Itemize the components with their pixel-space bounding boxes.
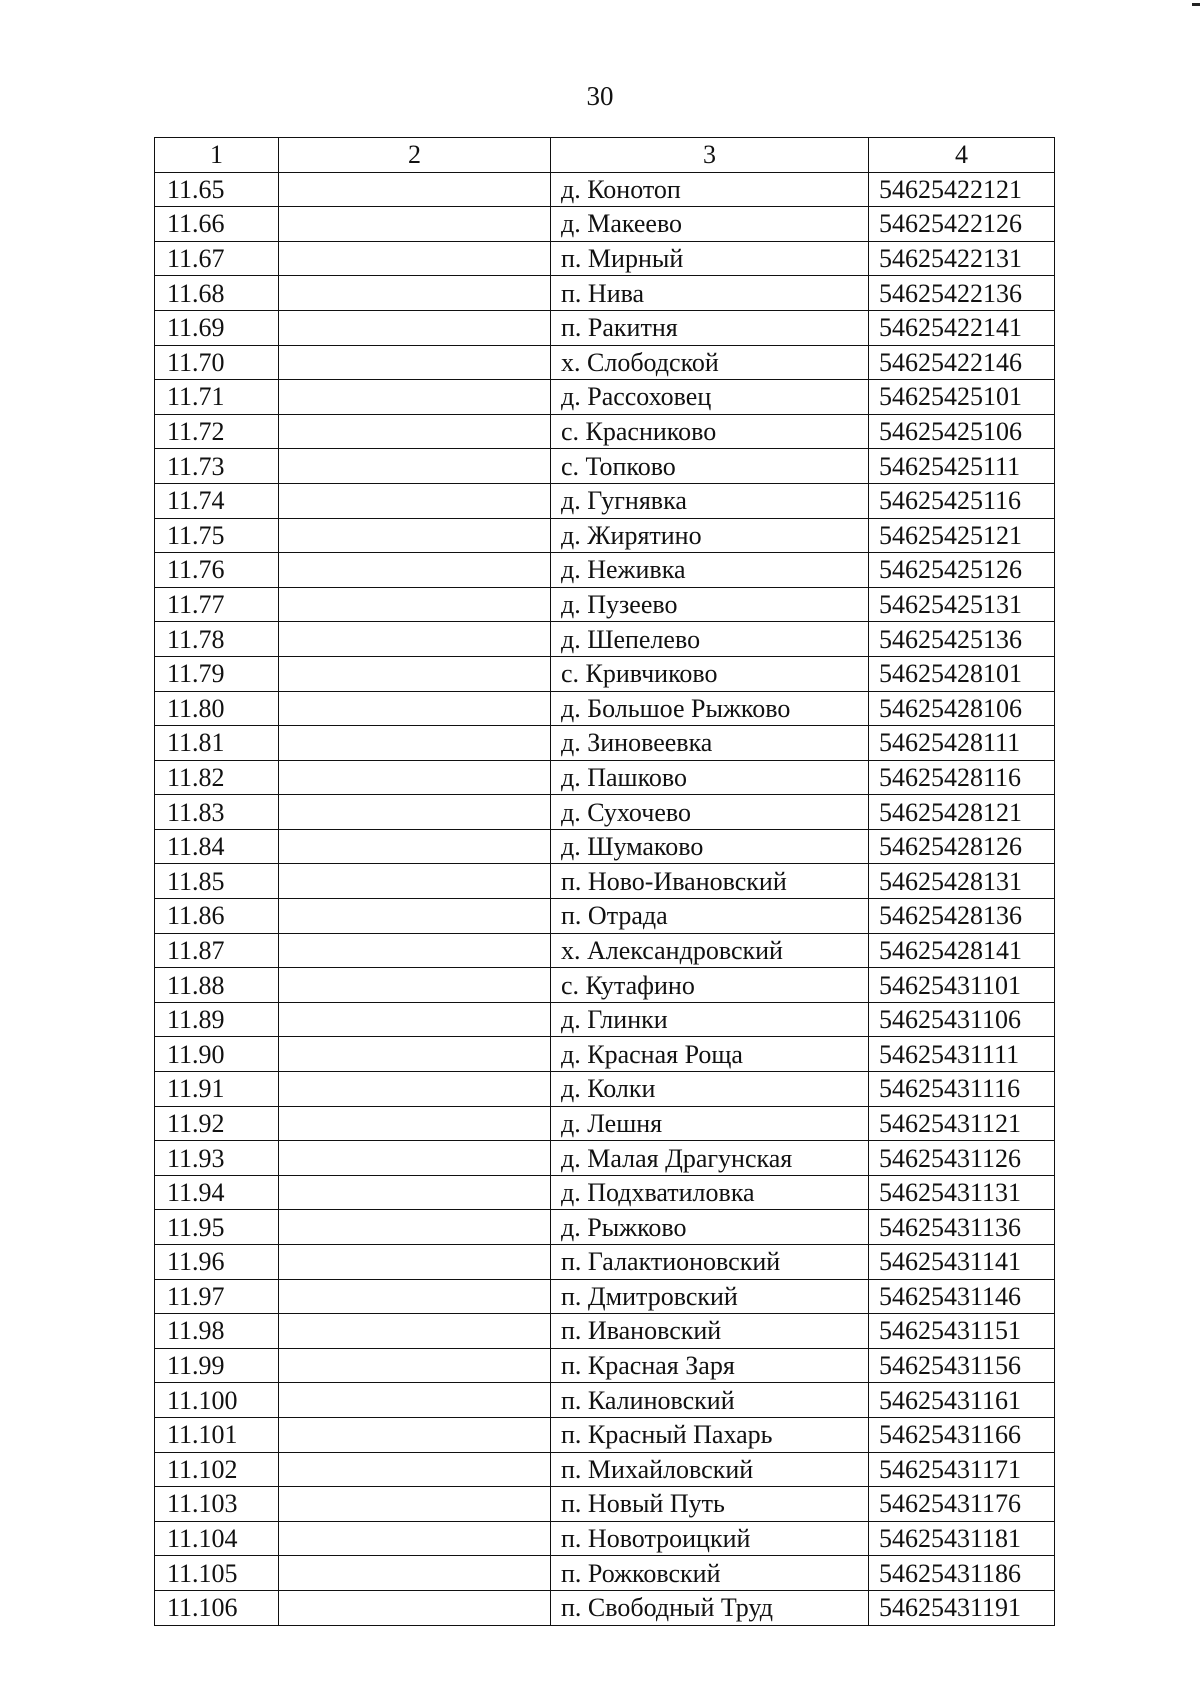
empty-cell [279, 553, 551, 588]
settlement-name-cell: д. Красная Роща [551, 1037, 869, 1072]
row-number-cell: 11.71 [155, 380, 279, 415]
okato-code-cell: 54625431191 [869, 1590, 1055, 1625]
column-header: 3 [551, 138, 869, 173]
settlement-name-cell: д. Подхватиловка [551, 1175, 869, 1210]
settlement-name-cell: д. Неживка [551, 553, 869, 588]
table-row [155, 587, 1055, 622]
empty-cell [279, 207, 551, 242]
row-number-cell: 11.84 [155, 829, 279, 864]
empty-cell [279, 1106, 551, 1141]
table-row [155, 1141, 1055, 1176]
okato-code-cell: 54625425131 [869, 587, 1055, 622]
empty-cell [279, 622, 551, 657]
table-row [155, 1175, 1055, 1210]
okato-code-cell: 54625431146 [869, 1279, 1055, 1314]
row-number-cell: 11.74 [155, 483, 279, 518]
table-row [155, 207, 1055, 242]
okato-code-cell: 54625431141 [869, 1245, 1055, 1280]
row-number-cell: 11.81 [155, 726, 279, 761]
row-number-cell: 11.97 [155, 1279, 279, 1314]
empty-cell [279, 1417, 551, 1452]
okato-code-cell: 54625431161 [869, 1383, 1055, 1418]
okato-code-cell: 54625428116 [869, 760, 1055, 795]
okato-code-cell: 54625431156 [869, 1348, 1055, 1383]
settlement-name-cell: д. Рыжково [551, 1210, 869, 1245]
okato-code-cell: 54625431186 [869, 1556, 1055, 1591]
table-row [155, 483, 1055, 518]
settlement-name-cell: х. Слободской [551, 345, 869, 380]
table-row [155, 1002, 1055, 1037]
okato-code-cell: 54625428141 [869, 933, 1055, 968]
okato-code-cell: 54625425121 [869, 518, 1055, 553]
row-number-cell: 11.92 [155, 1106, 279, 1141]
okato-code-cell: 54625431136 [869, 1210, 1055, 1245]
table-row [155, 1279, 1055, 1314]
empty-cell [279, 1141, 551, 1176]
settlement-name-cell: д. Большое Рыжково [551, 691, 869, 726]
settlement-name-cell: с. Красниково [551, 414, 869, 449]
row-number-cell: 11.105 [155, 1556, 279, 1591]
empty-cell [279, 1072, 551, 1107]
row-number-cell: 11.89 [155, 1002, 279, 1037]
empty-cell [279, 276, 551, 311]
row-number-cell: 11.85 [155, 864, 279, 899]
settlement-name-cell: п. Михайловский [551, 1452, 869, 1487]
okato-code-cell: 54625422126 [869, 207, 1055, 242]
empty-cell [279, 864, 551, 899]
table-row [155, 449, 1055, 484]
row-number-cell: 11.99 [155, 1348, 279, 1383]
table-row [155, 760, 1055, 795]
row-number-cell: 11.103 [155, 1487, 279, 1522]
settlement-name-cell: с. Кривчиково [551, 656, 869, 691]
settlement-name-cell: д. Сухочево [551, 795, 869, 830]
okato-code-cell: 54625431181 [869, 1521, 1055, 1556]
empty-cell [279, 1175, 551, 1210]
okato-code-cell: 54625428131 [869, 864, 1055, 899]
empty-cell [279, 449, 551, 484]
okato-code-cell: 54625428106 [869, 691, 1055, 726]
settlement-name-cell: п. Ракитня [551, 310, 869, 345]
okato-code-cell: 54625425126 [869, 553, 1055, 588]
table-row [155, 1417, 1055, 1452]
empty-cell [279, 1002, 551, 1037]
empty-cell [279, 518, 551, 553]
table-row [155, 310, 1055, 345]
okato-code-cell: 54625428136 [869, 899, 1055, 934]
okato-code-cell: 54625425101 [869, 380, 1055, 415]
empty-cell [279, 691, 551, 726]
edge-mark [1192, 3, 1200, 6]
row-number-cell: 11.78 [155, 622, 279, 657]
settlement-name-cell: д. Шепелево [551, 622, 869, 657]
table-row [155, 1521, 1055, 1556]
settlement-name-cell: с. Кутафино [551, 968, 869, 1003]
okato-code-cell: 54625431166 [869, 1417, 1055, 1452]
settlement-name-cell: п. Новый Путь [551, 1487, 869, 1522]
okato-code-cell: 54625425136 [869, 622, 1055, 657]
row-number-cell: 11.94 [155, 1175, 279, 1210]
empty-cell [279, 587, 551, 622]
table-row [155, 1487, 1055, 1522]
settlement-name-cell: п. Новотроицкий [551, 1521, 869, 1556]
settlement-name-cell: п. Ново-Ивановский [551, 864, 869, 899]
okato-code-cell: 54625431171 [869, 1452, 1055, 1487]
settlement-name-cell: п. Красная Заря [551, 1348, 869, 1383]
okato-code-cell: 54625422141 [869, 310, 1055, 345]
table-row [155, 829, 1055, 864]
table-row [155, 726, 1055, 761]
table-row [155, 1210, 1055, 1245]
table-row [155, 1072, 1055, 1107]
row-number-cell: 11.90 [155, 1037, 279, 1072]
row-number-cell: 11.65 [155, 172, 279, 207]
table-row [155, 1106, 1055, 1141]
settlements-table [154, 137, 1055, 1626]
table-row [155, 345, 1055, 380]
table-row [155, 276, 1055, 311]
row-number-cell: 11.77 [155, 587, 279, 622]
settlement-name-cell: п. Ивановский [551, 1314, 869, 1349]
okato-code-cell: 54625431116 [869, 1072, 1055, 1107]
okato-code-cell: 54625431106 [869, 1002, 1055, 1037]
okato-code-cell: 54625422121 [869, 172, 1055, 207]
empty-cell [279, 656, 551, 691]
table-row [155, 1452, 1055, 1487]
okato-code-cell: 54625431126 [869, 1141, 1055, 1176]
okato-code-cell: 54625431151 [869, 1314, 1055, 1349]
row-number-cell: 11.91 [155, 1072, 279, 1107]
okato-code-cell: 54625431176 [869, 1487, 1055, 1522]
table-row [155, 1556, 1055, 1591]
settlement-name-cell: п. Дмитровский [551, 1279, 869, 1314]
row-number-cell: 11.87 [155, 933, 279, 968]
okato-code-cell: 54625422131 [869, 241, 1055, 276]
settlement-name-cell: д. Гугнявка [551, 483, 869, 518]
empty-cell [279, 1279, 551, 1314]
row-number-cell: 11.72 [155, 414, 279, 449]
row-number-cell: 11.82 [155, 760, 279, 795]
row-number-cell: 11.86 [155, 899, 279, 934]
empty-cell [279, 726, 551, 761]
table-row [155, 518, 1055, 553]
okato-code-cell: 54625431131 [869, 1175, 1055, 1210]
table-body [155, 172, 1055, 1625]
row-number-cell: 11.75 [155, 518, 279, 553]
empty-cell [279, 795, 551, 830]
table-row [155, 1245, 1055, 1280]
table-row [155, 656, 1055, 691]
empty-cell [279, 380, 551, 415]
settlement-name-cell: п. Красный Пахарь [551, 1417, 869, 1452]
okato-code-cell: 54625428111 [869, 726, 1055, 761]
okato-code-cell: 54625425106 [869, 414, 1055, 449]
row-number-cell: 11.98 [155, 1314, 279, 1349]
row-number-cell: 11.80 [155, 691, 279, 726]
row-number-cell: 11.69 [155, 310, 279, 345]
table-row [155, 864, 1055, 899]
settlement-name-cell: д. Шумаково [551, 829, 869, 864]
empty-cell [279, 345, 551, 380]
row-number-cell: 11.76 [155, 553, 279, 588]
empty-cell [279, 310, 551, 345]
table-row [155, 933, 1055, 968]
row-number-cell: 11.95 [155, 1210, 279, 1245]
row-number-cell: 11.83 [155, 795, 279, 830]
table-row [155, 241, 1055, 276]
empty-cell [279, 1452, 551, 1487]
okato-code-cell: 54625428121 [869, 795, 1055, 830]
empty-cell [279, 933, 551, 968]
empty-cell [279, 1314, 551, 1349]
row-number-cell: 11.96 [155, 1245, 279, 1280]
empty-cell [279, 414, 551, 449]
settlement-name-cell: с. Топково [551, 449, 869, 484]
settlement-name-cell: п. Мирный [551, 241, 869, 276]
row-number-cell: 11.93 [155, 1141, 279, 1176]
settlement-name-cell: п. Галактионовский [551, 1245, 869, 1280]
empty-cell [279, 1383, 551, 1418]
settlement-name-cell: д. Конотоп [551, 172, 869, 207]
okato-code-cell: 54625425111 [869, 449, 1055, 484]
row-number-cell: 11.88 [155, 968, 279, 1003]
settlement-name-cell: х. Александровский [551, 933, 869, 968]
empty-cell [279, 968, 551, 1003]
column-header: 2 [279, 138, 551, 173]
table-row [155, 1348, 1055, 1383]
settlement-name-cell: п. Отрада [551, 899, 869, 934]
okato-code-cell: 54625431111 [869, 1037, 1055, 1072]
empty-cell [279, 241, 551, 276]
okato-code-cell: 54625428126 [869, 829, 1055, 864]
row-number-cell: 11.101 [155, 1417, 279, 1452]
row-number-cell: 11.102 [155, 1452, 279, 1487]
empty-cell [279, 829, 551, 864]
row-number-cell: 11.79 [155, 656, 279, 691]
okato-code-cell: 54625431121 [869, 1106, 1055, 1141]
settlement-name-cell: д. Зиновеевка [551, 726, 869, 761]
table-row [155, 1037, 1055, 1072]
empty-cell [279, 1210, 551, 1245]
settlement-name-cell: д. Пашково [551, 760, 869, 795]
empty-cell [279, 899, 551, 934]
settlement-name-cell: д. Рассоховец [551, 380, 869, 415]
row-number-cell: 11.67 [155, 241, 279, 276]
empty-cell [279, 1521, 551, 1556]
table-header [155, 138, 1055, 173]
table-row [155, 414, 1055, 449]
row-number-cell: 11.68 [155, 276, 279, 311]
settlement-name-cell: д. Пузеево [551, 587, 869, 622]
table-row [155, 1590, 1055, 1625]
empty-cell [279, 1348, 551, 1383]
settlement-name-cell: п. Рожковский [551, 1556, 869, 1591]
empty-cell [279, 1037, 551, 1072]
okato-code-cell: 54625431101 [869, 968, 1055, 1003]
page-number: 30 [586, 81, 614, 111]
column-header: 4 [869, 138, 1055, 173]
table-row [155, 899, 1055, 934]
row-number-cell: 11.106 [155, 1590, 279, 1625]
table-row [155, 1314, 1055, 1349]
row-number-cell: 11.73 [155, 449, 279, 484]
row-number-cell: 11.70 [155, 345, 279, 380]
table-row [155, 622, 1055, 657]
row-number-cell: 11.100 [155, 1383, 279, 1418]
table-row [155, 380, 1055, 415]
settlement-name-cell: п. Калиновский [551, 1383, 869, 1418]
empty-cell [279, 760, 551, 795]
empty-cell [279, 1556, 551, 1591]
empty-cell [279, 172, 551, 207]
okato-code-cell: 54625422146 [869, 345, 1055, 380]
settlement-name-cell: п. Нива [551, 276, 869, 311]
settlement-name-cell: п. Свободный Труд [551, 1590, 869, 1625]
table-row [155, 172, 1055, 207]
okato-code-cell: 54625428101 [869, 656, 1055, 691]
row-number-cell: 11.66 [155, 207, 279, 242]
header-row [155, 138, 1055, 173]
table-row [155, 968, 1055, 1003]
okato-code-cell: 54625425116 [869, 483, 1055, 518]
settlement-name-cell: д. Малая Драгунская [551, 1141, 869, 1176]
table-row [155, 691, 1055, 726]
empty-cell [279, 1245, 551, 1280]
row-number-cell: 11.104 [155, 1521, 279, 1556]
settlement-name-cell: д. Жирятино [551, 518, 869, 553]
table-row [155, 795, 1055, 830]
column-header: 1 [155, 138, 279, 173]
empty-cell [279, 1487, 551, 1522]
table-row [155, 1383, 1055, 1418]
settlement-name-cell: д. Макеево [551, 207, 869, 242]
settlement-name-cell: д. Лешня [551, 1106, 869, 1141]
empty-cell [279, 1590, 551, 1625]
table-row [155, 553, 1055, 588]
settlement-name-cell: д. Глинки [551, 1002, 869, 1037]
okato-code-cell: 54625422136 [869, 276, 1055, 311]
settlement-name-cell: д. Колки [551, 1072, 869, 1107]
empty-cell [279, 483, 551, 518]
